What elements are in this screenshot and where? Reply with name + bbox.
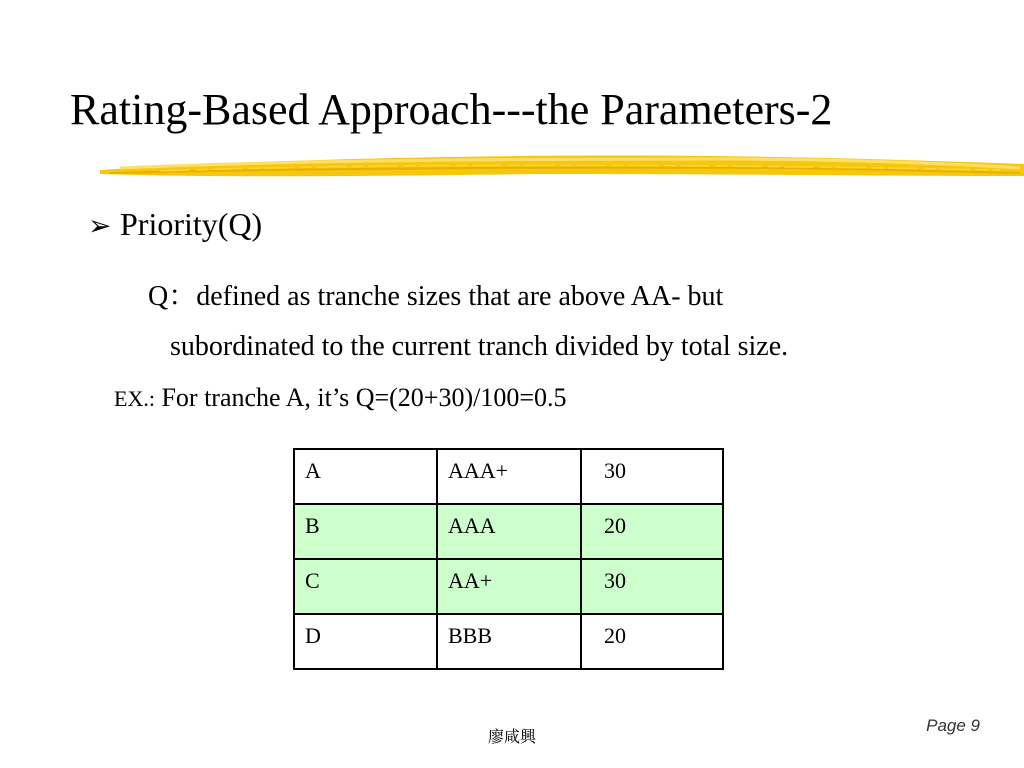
slide-title: Rating-Based Approach---the Parameters-2	[70, 85, 833, 134]
arrow-bullet-icon: ➢	[88, 211, 112, 242]
bullet-text: Priority(Q)	[120, 206, 263, 242]
rating-cell: AA+	[437, 559, 581, 614]
example-text	[114, 378, 567, 419]
example-body: For tranche A, it’s Q=(20+30)/100=0.5	[154, 383, 567, 412]
tranche-cell: B	[294, 504, 437, 559]
page-number: Page 9	[926, 716, 980, 735]
example-prefix: EX.:	[114, 386, 155, 411]
definition-line-2: subordinated to the current tranch divided by total size.	[170, 331, 789, 362]
rating-cell: AAA+	[437, 449, 581, 504]
table-row	[294, 614, 723, 669]
tranche-cell: D	[294, 614, 437, 669]
title-underline-brush	[100, 146, 1024, 186]
rating-cell: AAA	[437, 504, 581, 559]
size-cell: 20	[581, 504, 723, 559]
size-cell: 30	[581, 559, 723, 614]
table-row	[294, 559, 723, 614]
definition-line-1: Q：defined as tranche sizes that are above AA- but	[148, 281, 724, 312]
table-row	[294, 449, 723, 504]
tranche-cell: C	[294, 559, 437, 614]
size-cell: 20	[581, 614, 723, 669]
table-row	[294, 504, 723, 559]
rating-cell: BBB	[437, 614, 581, 669]
footer-author: 廖咸興	[487, 727, 536, 746]
bullet-priority	[88, 202, 262, 249]
definition-text	[148, 272, 948, 372]
size-cell: 30	[581, 449, 723, 504]
tranche-table	[293, 448, 724, 670]
tranche-cell: A	[294, 449, 437, 504]
